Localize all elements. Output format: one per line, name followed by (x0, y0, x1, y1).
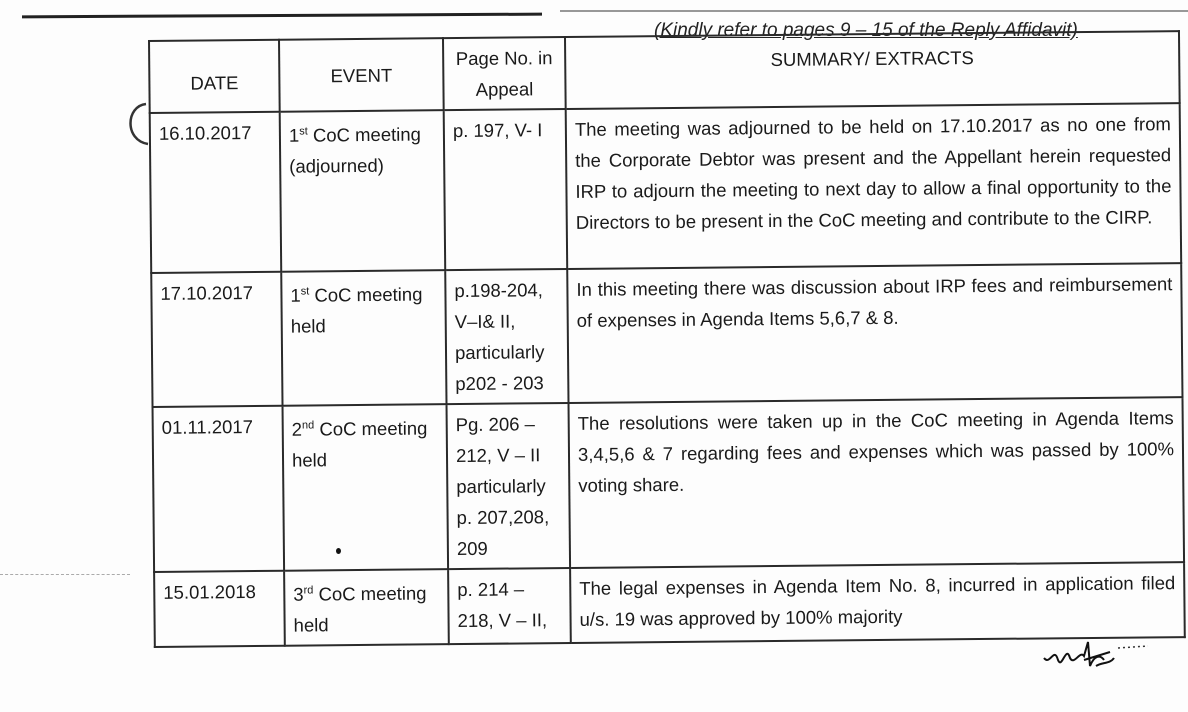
header-date: DATE (149, 40, 280, 113)
row-event: 1st CoC meeting held (281, 270, 446, 406)
header-summary: SUMMARY/ EXTRACTS (565, 31, 1180, 109)
row-date: 16.10.2017 (150, 112, 282, 273)
table-row (150, 103, 1181, 273)
row-page: p.198-204, V–I& II, particularly p202 - 203 (445, 269, 568, 404)
row-page: Pg. 206 – 212, V – II particularly p. 207,208, 209 (447, 403, 571, 569)
table-row (153, 397, 1185, 572)
row-page: p. 197, V- I (444, 109, 568, 270)
header-page-no: Page No. in Appeal (443, 37, 566, 110)
top-scan-line (560, 10, 1188, 12)
events-table-wrapper (148, 30, 1184, 648)
row-page: p. 214 – 218, V – II, (448, 568, 571, 644)
reference-note: (Kindly refer to pages 9 – 15 of the Reply Affidavit) (654, 20, 1078, 41)
table-row (154, 562, 1185, 647)
row-date: 15.01.2018 (154, 571, 285, 647)
row-summary: The resolutions were taken up in the CoC meeting in Agenda Items 3,4,5,6 & 7 regarding fees and expenses which was passed by 100% voting share. (569, 397, 1185, 568)
table-row (151, 263, 1182, 407)
header-event: EVENT (279, 38, 444, 112)
handwritten-signature (1040, 636, 1150, 676)
row-event: 1st CoC meeting (adjourned) (280, 110, 446, 272)
events-table (148, 30, 1186, 648)
scan-artifact-line (0, 574, 130, 576)
top-border-line (22, 13, 542, 19)
row-event: 2nd CoC meeting held (283, 404, 449, 571)
row-date: 17.10.2017 (151, 272, 282, 407)
row-date: 01.11.2017 (153, 406, 285, 572)
table-header-row (149, 31, 1180, 113)
row-summary: The legal expenses in Agenda Item No. 8, incurred in application filed u/s. 19 was approved by 100% majority (570, 562, 1185, 643)
row-summary: In this meeting there was discussion about IRP fees and reimbursement of expenses in Agenda Items 5,6,7 & 8. (567, 263, 1182, 403)
ink-dot (336, 548, 341, 554)
row-event: 3rd CoC meeting held (284, 569, 449, 646)
row-summary: The meeting was adjourned to be held on 17.10.2017 as no one from the Corporate Debtor was present and the Appellant herein requested IRP to adjourn the meeting to next day to allow a final opportunity to the Directors to be present in the CoC meeting and contribute to the CIRP. (566, 103, 1182, 269)
